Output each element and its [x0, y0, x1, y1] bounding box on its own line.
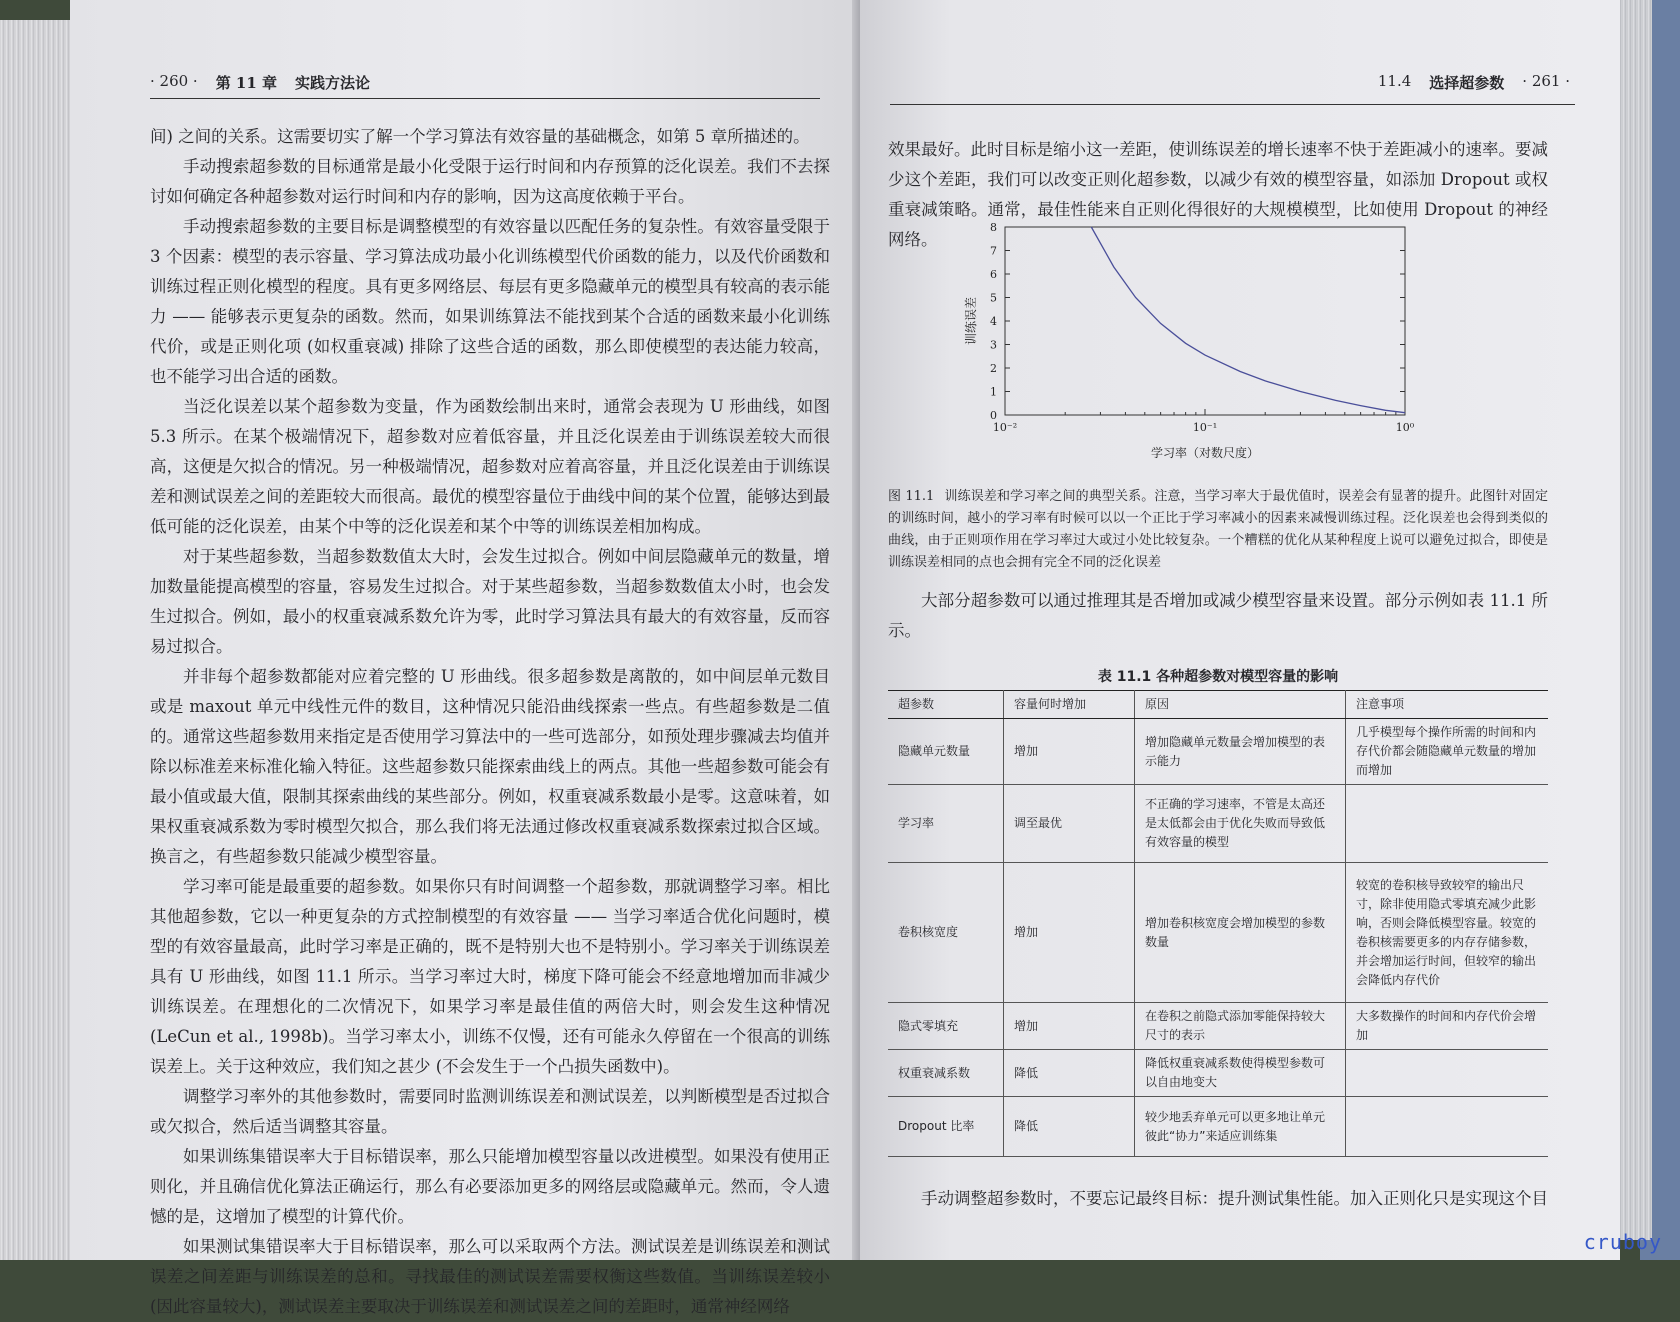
table-cell: Dropout 比率: [888, 1097, 1004, 1157]
header-rule: [150, 98, 820, 99]
hyperparameter-table: [888, 690, 1548, 1157]
paragraph: 如果测试集错误率大于目标错误率，那么可以采取两个方法。测试误差是训练误差和测试误差之间差距与训练误差的总和。寻找最佳的测试误差需要权衡这些数值。当训练误差较小 (因此容量较大)，测试误差主要取决于训练误差和测试误差之间的差距时，通常神经网络: [150, 1237, 830, 1316]
column-header: 注意事项: [1346, 691, 1549, 719]
table-cell: [1346, 1050, 1549, 1097]
table-cell: 较宽的卷积核导致较窄的输出尺寸，除非使用隐式零填充减少此影响，否则会降低模型容量。较宽的卷积核需要更多的内存存储参数，并会增加运行时间，但较窄的输出会降低内存代价: [1346, 863, 1549, 1003]
right-page-number: · 261 ·: [1522, 72, 1570, 90]
left-page-number: · 260 ·: [150, 72, 198, 90]
paragraph: 如果训练集错误率大于目标错误率，那么只能增加模型容量以改进模型。如果没有使用正则化，并且确信优化算法正确运行，那么有必要添加更多的网络层或隐藏单元。然而，令人遗憾的是，这增加了模型的计算代价。: [150, 1147, 830, 1226]
y-tick-label: 5: [990, 291, 997, 305]
figure-caption: [888, 486, 1548, 574]
table-intro-text: [888, 586, 1548, 646]
paragraph: 学习率可能是最重要的超参数。如果你只有时间调整一个超参数，那就调整学习率。相比其他超参数，它以一种更复杂的方式控制模型的有效容量 —— 当学习率适合优化问题时，模型的有效容量最高，此时学习率是正确的，既不是特别大也不是特别小。学习率关于训练误差具有 U 形曲线，如图 11.1 所示。当学习率过大时，梯度下降可能会不经意地增加而非减少训练误差。在理想化的二次情况下，如果学习率是最佳值的两倍大时，则会发生这种情况 (LeCun et al., 1998b)。当学习率太小，训练不仅慢，还有可能永久停留在一个很高的训练误差上。关于这种效应，我们知之甚少 (不会发生于一个凸损失函数中)。: [150, 877, 830, 1076]
table-cell: 降低: [1004, 1050, 1135, 1097]
paragraph: 大部分超参数可以通过推理其是否增加或减少模型容量来设置。部分示例如表 11.1 所示。: [888, 591, 1548, 640]
paragraph: 并非每个超参数都能对应着完整的 U 形曲线。很多超参数是离散的，如中间层单元数目或是 maxout 单元中线性元件的数目，这种情况只能沿曲线探索一些点。有些超参数是二值的。通常这些超参数用来指定是否使用学习算法中的一些可选部分，如预处理步骤减去均值并除以标准差来标准化输入特征。这些超参数只能探索曲线上的两点。其他一些超参数可能会有最小值或最大值，限制其探索曲线的某些部分。例如，权重衰减系数最小是零。这意味着，如果权重衰减系数为零时模型欠拟合，那么我们将无法通过修改权重衰减系数探索过拟合区域。换言之，有些超参数只能减少模型容量。: [150, 667, 830, 866]
table-cell: [1346, 785, 1549, 863]
table-row: [888, 1050, 1548, 1097]
x-axis-label: 学习率（对数尺度）: [1150, 446, 1260, 460]
left-running-head: [150, 72, 370, 93]
table-cell: 增加隐藏单元数量会增加模型的表示能力: [1135, 719, 1346, 785]
x-tick-label: 10⁻¹: [1192, 421, 1218, 434]
y-tick-label: 1: [990, 385, 997, 399]
table-cell: 增加: [1004, 863, 1135, 1003]
table-cell: 在卷积之前隐式添加零能保持较大尺寸的表示: [1135, 1003, 1346, 1050]
table-header-row: [888, 691, 1548, 719]
table-cell: 不正确的学习速率，不管是太高还是太低都会由于优化失败而导致低有效容量的模型: [1135, 785, 1346, 863]
paragraph: 手动调整超参数时，不要忘记最终目标：提升测试集性能。加入正则化只是实现这个目: [921, 1189, 1548, 1208]
y-tick-label: 4: [990, 315, 997, 328]
table-cell: 隐式零填充: [888, 1003, 1004, 1050]
right-bottom-text: [888, 1184, 1548, 1214]
table-cell: 隐藏单元数量: [888, 719, 1004, 785]
paragraph: 调整学习率外的其他参数时，需要同时监测训练误差和测试误差，以判断模型是否过拟合或欠拟合，然后适当调整其容量。: [150, 1087, 830, 1136]
table-cell: 学习率: [888, 785, 1004, 863]
y-tick-label: 3: [990, 338, 997, 352]
table-cell: [1346, 1097, 1549, 1157]
table-cell: 权重衰减系数: [888, 1050, 1004, 1097]
table-cell: 增加: [1004, 719, 1135, 785]
left-body-text: [150, 122, 830, 1322]
left-page: [70, 0, 860, 1316]
right-page: [860, 0, 1620, 1260]
figure-caption-text: 训练误差和学习率之间的典型关系。注意，当学习率大于最优值时，误差会有显著的提升。此图针对固定的训练时间，越小的学习率有时候可以以一个正比于学习率减小的因素来减慢训练过程。泛化误差也会得到类似的曲线，由于正则项作用在学习率过大或过小处比较复杂。一个糟糕的优化从某种程度上说可以避免过拟合，即使是训练误差相同的点也会拥有完全不同的泛化误差: [888, 489, 1548, 570]
table-cell: 调至最优: [1004, 785, 1135, 863]
table-row: [888, 863, 1548, 1003]
table-cell: 几乎模型每个操作所需的时间和内存代价都会随隐藏单元数量的增加而增加: [1346, 719, 1549, 785]
y-tick-label: 0: [990, 409, 997, 422]
table-title: 表 11.1 各种超参数对模型容量的影响: [1097, 669, 1339, 685]
column-header: 超参数: [888, 691, 1004, 719]
table-cell: 较少地丢弃单元可以更多地让单元彼此“协力”来适应训练集: [1135, 1097, 1346, 1157]
table-cell: 增加: [1004, 1003, 1135, 1050]
chapter-number: 第 11 章: [215, 74, 278, 92]
learning-rate-chart: [920, 215, 1420, 465]
column-header: 原因: [1135, 691, 1346, 719]
y-axis-label: 训练误差: [964, 296, 978, 346]
paragraph: 对于某些超参数，当超参数数值太大时，会发生过拟合。例如中间层隐藏单元的数量，增加数量能提高模型的容量，容易发生过拟合。对于某些超参数，当超参数数值太小时，也会发生过拟合。例如，最小的权重衰减系数允许为零，此时学习算法具有最大的有效容量，反而容易过拟合。: [150, 547, 830, 656]
x-tick-label: 10⁰: [1395, 421, 1415, 434]
paragraph: 当泛化误差以某个超参数为变量，作为函数绘制出来时，通常会表现为 U 形曲线，如图 5.3 所示。在某个极端情况下，超参数对应着低容量，并且泛化误差由于训练误差较大而很高，这便是欠拟合的情况。另一种极端情况，超参数对应着高容量，并且泛化误差由于训练误差和测试误差之间的差距较大而很高。最优的模型容量位于曲线中间的某个位置，能够达到最低可能的泛化误差，由某个中等的泛化误差和某个中等的训练误差相加构成。: [150, 397, 830, 536]
paragraph: 间) 之间的关系。这需要切实了解一个学习算法有效容量的基础概念，如第 5 章所描述的。: [150, 127, 810, 146]
header-rule: [890, 104, 1575, 105]
chapter-title: 实践方法论: [295, 74, 371, 92]
table-cell: 大多数操作的时间和内存代价会增加: [1346, 1003, 1549, 1050]
right-running-head: [1378, 72, 1570, 93]
figure-label: 图 11.1: [888, 489, 935, 504]
column-header: 容量何时增加: [1004, 691, 1135, 719]
table-row: [888, 785, 1548, 863]
table-cell: 降低权重衰减系数使得模型参数可以自由地变大: [1135, 1050, 1346, 1097]
plot-frame: [1005, 227, 1405, 415]
figure-11-1: [920, 215, 1420, 465]
section-number: 11.4: [1377, 72, 1412, 90]
watermark: cruboy: [1583, 1230, 1662, 1254]
table-cell: 卷积核宽度: [888, 863, 1004, 1003]
y-tick-label: 7: [990, 244, 997, 258]
table-cell: 增加卷积核宽度会增加模型的参数数量: [1135, 863, 1346, 1003]
x-tick-label: 10⁻²: [992, 421, 1018, 434]
page-stack-left: [0, 20, 70, 1260]
y-tick-label: 2: [990, 362, 997, 375]
y-tick-label: 6: [990, 268, 997, 281]
section-title: 选择超参数: [1429, 74, 1505, 92]
paragraph: 效果最好。此时目标是缩小这一差距，使训练误差的增长速率不快于差距减小的速率。要减少这个差距，我们可以改变正则化超参数，以减少有效的模型容量，如添加 Dropout 或权重衰减策略。通常，最佳性能来自正则化得很好的大规模模型，比如使用 Dropout 的神经网络。: [888, 140, 1548, 249]
table-row: [888, 1097, 1548, 1157]
table-row: [888, 719, 1548, 785]
table-cell: 降低: [1004, 1097, 1135, 1157]
y-tick-label: 8: [990, 221, 997, 234]
paragraph: 手动搜索超参数的主要目标是调整模型的有效容量以匹配任务的复杂性。有效容量受限于 3 个因素：模型的表示容量、学习算法成功最小化训练模型代价函数的能力，以及代价函数和训练过程正则化模型的程度。具有更多网络层、每层有更多隐藏单元的模型具有较高的表示能力 —— 能够表示更复杂的函数。然而，如果训练算法不能找到某个合适的函数来最小化训练代价，或是正则化项 (如权重衰减) 排除了这些合适的函数，那么即使模型的表达能力较高，也不能学习出合适的函数。: [150, 217, 830, 386]
table-row: [888, 1003, 1548, 1050]
series-line-training-error: [1091, 227, 1405, 413]
paragraph: 手动搜索超参数的目标通常是最小化受限于运行时间和内存预算的泛化误差。我们不去探讨如何确定各种超参数对运行时间和内存的影响，因为这高度依赖于平台。: [150, 157, 830, 206]
